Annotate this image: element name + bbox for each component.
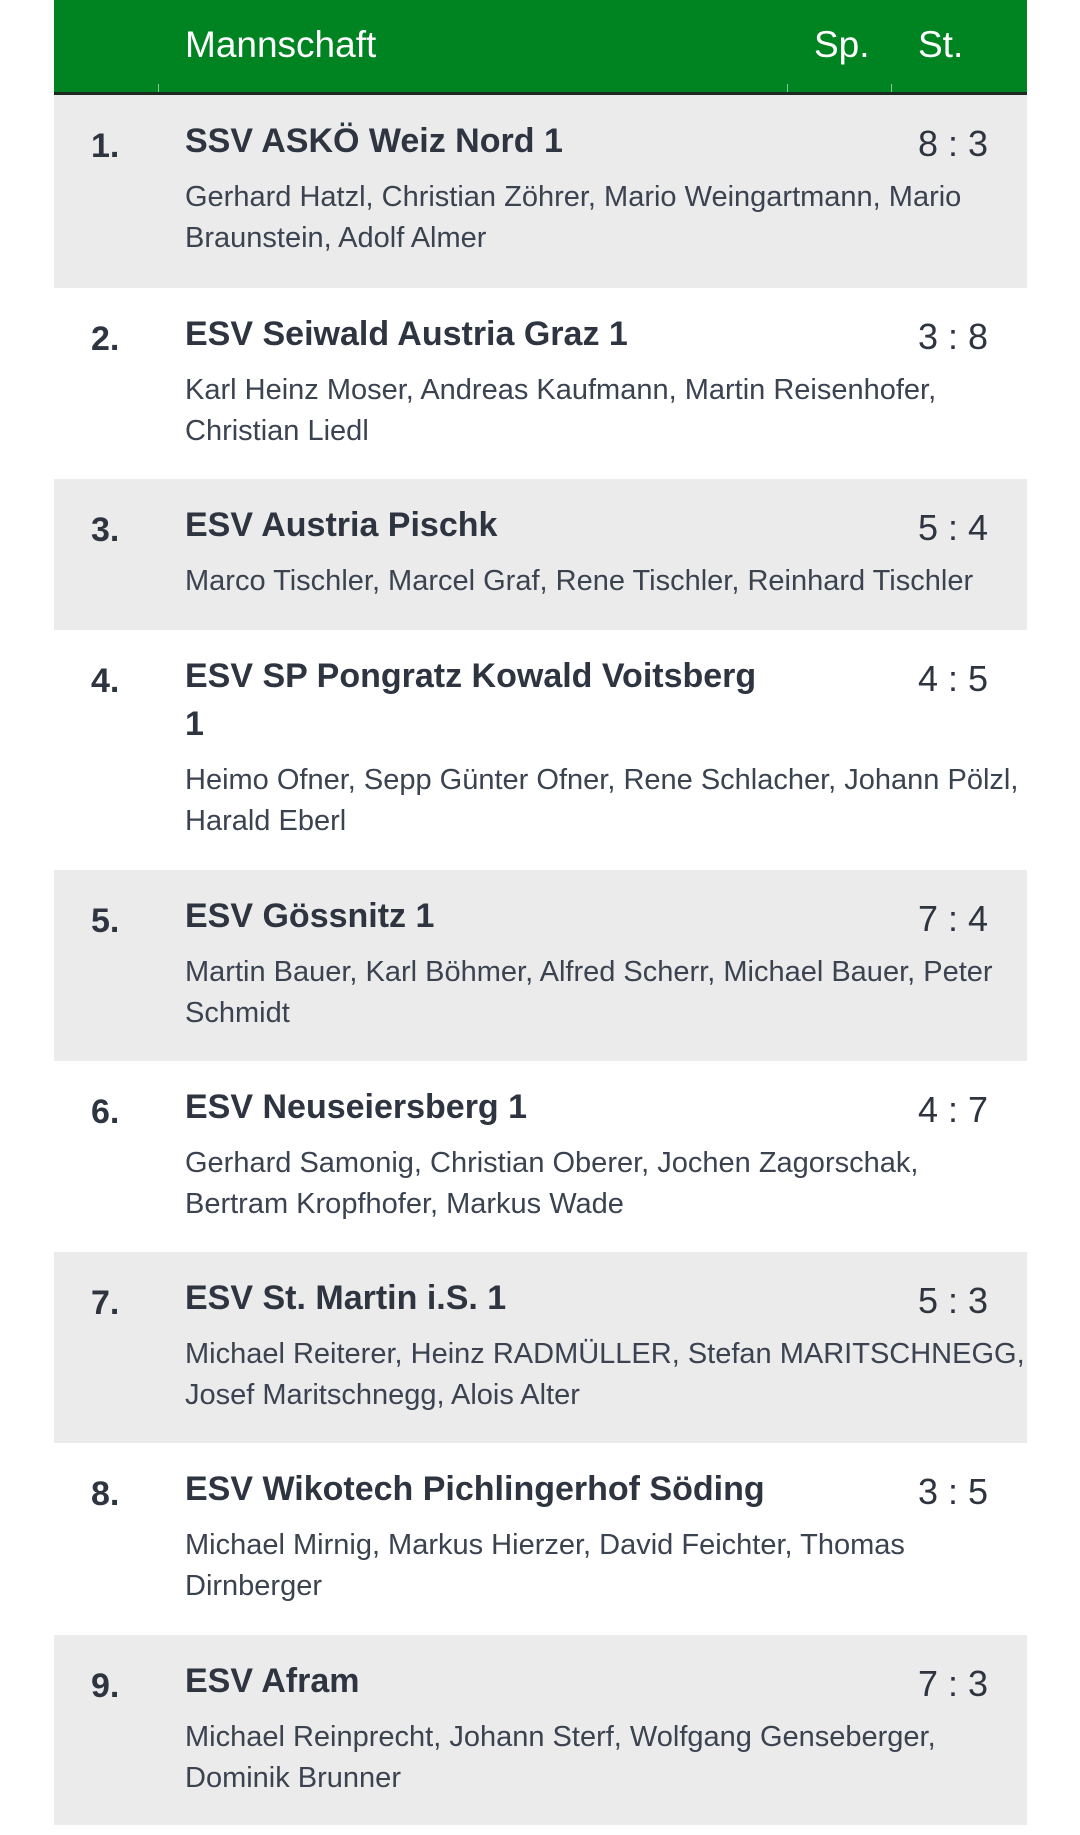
column-header-team[interactable]: Mannschaft <box>185 24 377 65</box>
player-list: Martin Bauer, Karl Böhmer, Alfred Scherr, Michael Bauer, Peter Schmidt <box>185 956 993 1029</box>
player-list: Heimo Ofner, Sepp Günter Ofner, Rene Schlacher, Johann Pölzl, Harald Eberl <box>185 764 1019 837</box>
player-list: Karl Heinz Moser, Andreas Kaufmann, Martin Reisenhofer, Christian Liedl <box>185 374 937 447</box>
table-row[interactable] <box>54 870 1027 1061</box>
score: 7 : 3 <box>918 1663 989 1704</box>
team-name[interactable]: SSV ASKÖ Weiz Nord 1 <box>185 122 563 160</box>
table-header <box>54 0 1027 95</box>
team-name[interactable]: ESV Neuseiersberg 1 <box>185 1088 528 1126</box>
score: 5 : 3 <box>918 1280 989 1321</box>
player-list: Marco Tischler, Marcel Graf, Rene Tischler, Reinhard Tischler <box>185 565 974 597</box>
player-list: Gerhard Samonig, Christian Oberer, Jochen Zagorschak, Bertram Kropfhofer, Markus Wade <box>185 1147 919 1220</box>
player-list: Michael Reiterer, Heinz RADMÜLLER, Stefan MARITSCHNEGG, Josef Maritschnegg, Alois Alter <box>185 1338 1025 1411</box>
table-row[interactable] <box>54 288 1027 479</box>
column-divider <box>158 84 159 92</box>
team-name[interactable]: ESV Afram <box>185 1662 360 1700</box>
team-name[interactable]: ESV St. Martin i.S. 1 <box>185 1279 507 1317</box>
rank: 5. <box>91 902 120 940</box>
rank: 7. <box>91 1284 120 1322</box>
rank: 2. <box>91 320 120 358</box>
score: 8 : 3 <box>918 123 989 164</box>
rank: 1. <box>91 127 120 165</box>
team-name[interactable]: ESV Gössnitz 1 <box>185 897 435 935</box>
table-row[interactable] <box>54 1252 1027 1443</box>
rank: 3. <box>91 511 120 549</box>
rank: 6. <box>91 1093 120 1131</box>
column-header-points[interactable]: St. <box>918 24 964 65</box>
score: 4 : 5 <box>918 658 989 699</box>
table-row[interactable] <box>54 95 1027 288</box>
column-header-games[interactable]: Sp. <box>814 24 870 65</box>
team-name[interactable]: ESV Seiwald Austria Graz 1 <box>185 315 628 353</box>
score: 7 : 4 <box>918 898 989 939</box>
column-divider <box>787 84 788 92</box>
team-name[interactable]: ESV Wikotech Pichlingerhof Söding <box>185 1470 765 1508</box>
score: 3 : 8 <box>918 316 989 357</box>
table-row[interactable] <box>54 1635 1027 1825</box>
standings-table <box>54 0 1027 1825</box>
team-name[interactable]: ESV SP Pongratz Kowald Voitsberg 1 <box>185 657 757 743</box>
column-divider <box>891 84 892 92</box>
player-list: Michael Mirnig, Markus Hierzer, David Feichter, Thomas Dirnberger <box>185 1529 905 1602</box>
player-list: Michael Reinprecht, Johann Sterf, Wolfgang Genseberger, Dominik Brunner <box>185 1721 936 1794</box>
rank: 4. <box>91 662 120 700</box>
rank: 8. <box>91 1475 120 1513</box>
score: 4 : 7 <box>918 1089 989 1130</box>
score: 3 : 5 <box>918 1471 989 1512</box>
player-list: Gerhard Hatzl, Christian Zöhrer, Mario Weingartmann, Mario Braunstein, Adolf Almer <box>185 181 962 254</box>
table-row[interactable] <box>54 1061 1027 1252</box>
table-row[interactable] <box>54 479 1027 630</box>
rank: 9. <box>91 1667 120 1705</box>
score: 5 : 4 <box>918 507 989 548</box>
table-row[interactable] <box>54 630 1027 870</box>
table-row[interactable] <box>54 1443 1027 1635</box>
team-name[interactable]: ESV Austria Pischk <box>185 506 498 544</box>
